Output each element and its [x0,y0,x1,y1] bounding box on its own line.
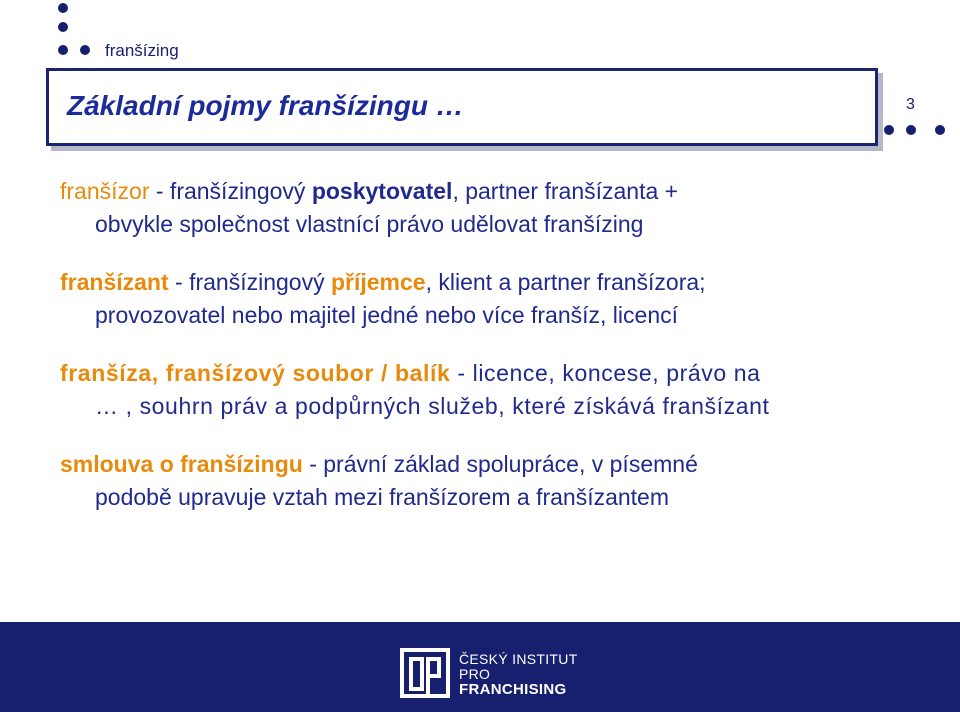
definition-term: franšíza, franšízový soubor / balík [60,360,451,386]
definition-text: … , souhrn práv a podpůrných služeb, které získává franšízant [95,393,770,419]
definition-text: - právní základ spolupráce, v písemné [302,451,698,477]
definition-franchisor [60,175,940,241]
logo-line: FRANCHISING [459,681,567,698]
definition-text: obvykle společnost vlastnící právo udělovat franšízing [95,211,644,237]
definition-contract [60,448,940,514]
decor-dot [58,3,68,13]
definition-text: , partner franšízanta + [452,178,679,204]
institute-logo-icon [400,648,450,698]
logo-line: PRO [459,666,491,682]
decor-dot [935,125,945,135]
definition-emphasis: příjemce [330,269,426,295]
definition-term: smlouva o franšízingu [60,451,303,477]
decor-dot [80,45,90,55]
definition-text: podobě upravuje vztah mezi franšízorem a franšízantem [95,484,670,510]
definition-emphasis: poskytovatel [311,178,453,204]
decor-dot [58,22,68,32]
decor-dot [906,125,916,135]
definition-text: , klient a partner franšízora; [425,269,706,295]
definition-term: franšízor [60,178,150,204]
decor-dot [884,125,894,135]
definitions-list [60,175,940,514]
definition-franchisee [60,266,940,332]
title-box [46,68,878,146]
definition-text: - licence, koncese, právo na [450,360,761,386]
definition-text: provozovatel nebo majitel jedné nebo více franšíz, licencí [95,302,678,328]
definition-franchise [60,357,940,423]
definition-text: - franšízingový [168,269,331,295]
decor-dot [58,45,68,55]
footer-bar [0,622,960,712]
logo-line: ČESKÝ INSTITUT [459,651,578,667]
definition-text: - franšízingový [149,178,312,204]
definition-term: franšízant [60,269,169,295]
slide-title: Základní pojmy franšízingu … [67,90,464,121]
institute-logo-text [459,652,578,697]
section-label: franšízing [105,41,179,60]
page-number: 3 [906,96,915,113]
